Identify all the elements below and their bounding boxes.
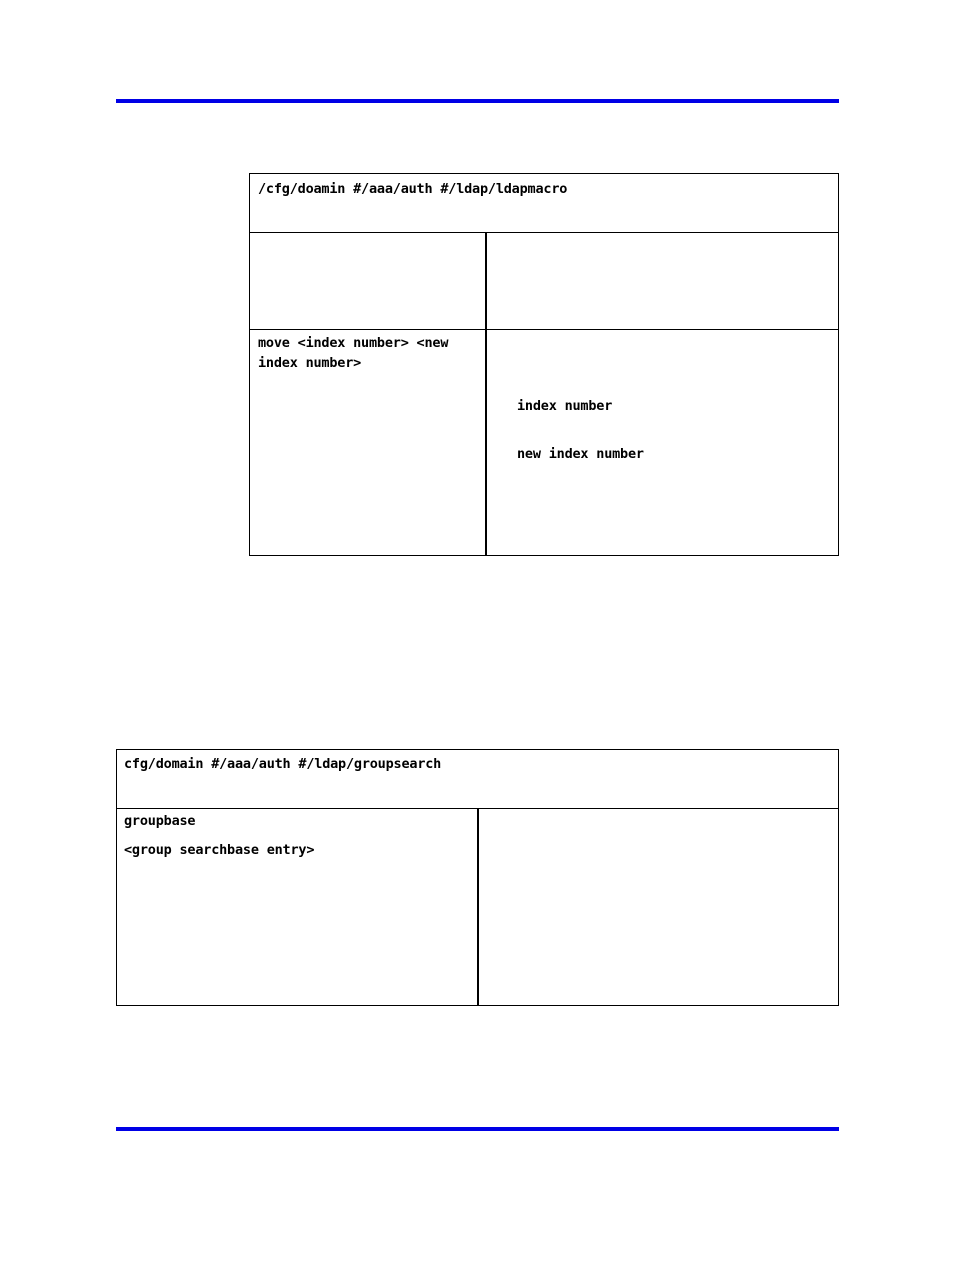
groupsearch-table-header [117, 750, 838, 809]
ldapmacro-empty-row [250, 232, 838, 330]
param-index-number: index number [517, 398, 613, 414]
groupbase-command: groupbase [124, 813, 196, 829]
ldapmacro-column-divider [485, 232, 487, 555]
group-searchbase-argument: <group searchbase entry> [124, 842, 315, 858]
param-new-index-number: new index number [517, 446, 644, 462]
groupsearch-path: cfg/domain #/aaa/auth #/ldap/groupsearch [124, 756, 442, 772]
ldapmacro-table-header [250, 174, 838, 233]
groupsearch-table [116, 749, 839, 1006]
move-command: move <index number> <new index number> [258, 335, 457, 371]
top-rule [116, 99, 839, 103]
ldapmacro-table [249, 173, 839, 556]
groupsearch-column-divider [477, 808, 479, 1005]
bottom-rule [116, 1127, 839, 1131]
ldapmacro-path: /cfg/doamin #/aaa/auth #/ldap/ldapmacro [258, 181, 568, 197]
